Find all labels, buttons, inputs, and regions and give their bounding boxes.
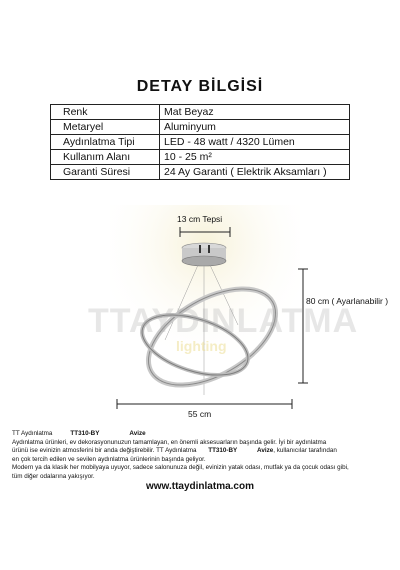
spec-label: Renk (51, 105, 160, 120)
canopy (182, 243, 226, 266)
description-line: ürünü ise evinizin atmosferini bir anda değiştirebilir. TT Aydınlatma TT310-BY Avize, kullanıcılar tarafından (12, 447, 337, 455)
description-line: Modern ya da klasik her mobilyaya uyuyor, sadece salonunuza değil, evinizin yatak odası, mutfak ya da çocuk odası gibi, (12, 464, 349, 472)
description-line: Aydınlatma ürünleri, ev dekorasyonunuzun tamamlayan, en önemli aksesuarların başında gelir. İyi bir aydınlatma (12, 438, 327, 446)
brand-name: TT Aydınlatma (12, 430, 53, 437)
spec-row (51, 150, 350, 165)
spec-row (51, 105, 350, 120)
product-type: Avize (129, 430, 146, 437)
watermark-logo: TTAYDINLATMA (88, 302, 359, 340)
description-line: en çok tercih edilen ve sevilen aydınlatma ürünlerinin başında geliyor. (12, 455, 206, 463)
spec-row (51, 135, 350, 150)
width-label: 55 cm (188, 409, 212, 419)
spec-value: Aluminyum (160, 120, 350, 135)
spec-value: 24 Ay Garanti ( Elektrik Aksamları ) (160, 165, 350, 180)
spec-row (51, 165, 350, 180)
product-description (12, 430, 392, 482)
spec-label: Aydınlatma Tipi (51, 135, 160, 150)
description-line: tüm diğer odalarına yakışıyor. (12, 472, 95, 480)
website-link[interactable]: www.ttaydinlatma.com (146, 481, 254, 492)
canopy-size-label: 13 cm Tepsi (177, 214, 223, 224)
spec-value: LED - 48 watt / 4320 Lümen (160, 135, 350, 150)
spec-label: Metaryel (51, 120, 160, 135)
spec-label: Kullanım Alanı (51, 150, 160, 165)
spec-value: 10 - 25 m² (160, 150, 350, 165)
spec-value: Mat Beyaz (160, 105, 350, 120)
spec-label: Garanti Süresi (51, 165, 160, 180)
product-code: TT310-BY (70, 430, 100, 437)
product-header (12, 430, 392, 439)
watermark-subtitle: lighting (176, 338, 227, 354)
spec-table (50, 104, 350, 180)
height-label: 80 cm ( Ayarlanabilir ) (306, 296, 389, 306)
spec-row (51, 120, 350, 135)
page-title: DETAY BİLGİSİ (136, 78, 264, 95)
